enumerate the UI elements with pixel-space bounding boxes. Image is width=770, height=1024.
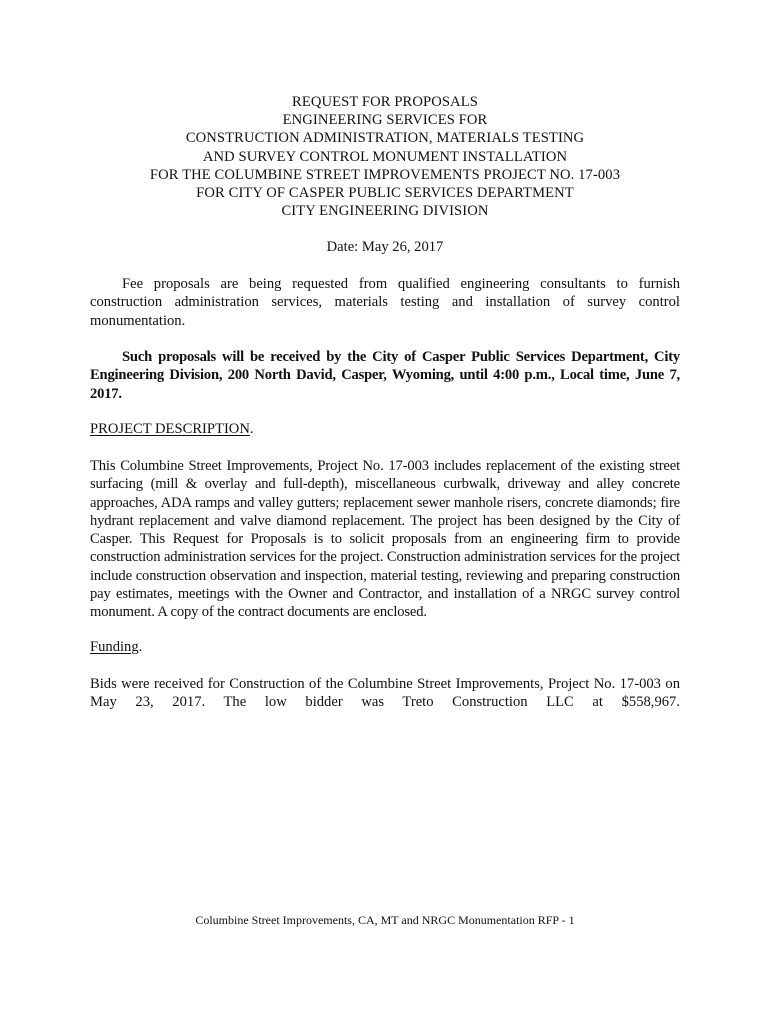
title-line: FOR THE COLUMBINE STREET IMPROVEMENTS PROJECT NO. 17-003 (149, 166, 621, 183)
project-description-heading-text: PROJECT DESCRIPTION (90, 421, 250, 437)
document-title (90, 93, 680, 220)
funding-paragraph: Bids were received for Construction of the Columbine Street Improvements, Project No. 17-003 on May 23, 2017. The low bidder was Treto Construction LLC at $558,967. (90, 676, 680, 711)
project-description-heading: PROJECT DESCRIPTION. (90, 421, 254, 437)
title-line: AND SURVEY CONTROL MONUMENT INSTALLATION (202, 148, 568, 165)
title-line: FOR CITY OF CASPER PUBLIC SERVICES DEPARTMENT (196, 185, 574, 202)
submission-deadline-paragraph: Such proposals will be received by the City of Casper Public Services Department, City Engineering Division, 200 North David, Casper, Wyoming, until 4:00 p.m., Local time, June 7, 2017. (90, 349, 680, 402)
intro-paragraph: Fee proposals are being requested from qualified engineering consultants to furnish construction administration services, materials testing and installation of survey control monumentation. (90, 276, 680, 329)
project-description-paragraph: This Columbine Street Improvements, Project No. 17-003 includes replacement of the existing street surfacing (mill & overlay and full-depth), miscellaneous curbwalk, driveway and alley concrete approaches, ADA ramps and valley gutters; replacement sewer manhole risers, concrete diamonds; fire hydrant replacement and valve diamond replacement. The project has been designed by the City of Casper. This Request for Proposals is to solicit proposals from an engineering firm to provide construction administration services for the project. Construction administration services for the project include construction observation and inspection, material testing, reviewing and preparing construction pay estimates, meetings with the Owner and Contractor, and installation of a NRGC survey control monument. A copy of the contract documents are enclosed. (90, 458, 680, 621)
title-line: CONSTRUCTION ADMINISTRATION, MATERIALS TESTING (185, 130, 585, 147)
title-line: CITY ENGINEERING DIVISION (281, 203, 489, 220)
funding-heading: Funding. (90, 639, 143, 655)
title-line: ENGINEERING SERVICES FOR (282, 112, 488, 129)
funding-heading-text: Funding (90, 639, 139, 655)
title-line: REQUEST FOR PROPOSALS (292, 94, 478, 110)
document-date: Date: May 26, 2017 (326, 239, 444, 255)
page-footer: Columbine Street Improvements, CA, MT and NRGC Monumentation RFP - 1 (195, 913, 575, 927)
